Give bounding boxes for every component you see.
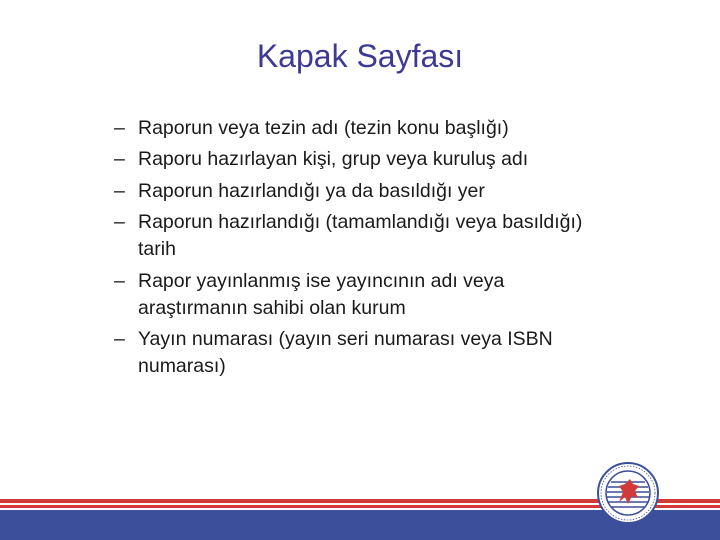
- bullet-dash: –: [114, 148, 125, 170]
- bullet-text: Yayın numarası (yayın seri numarası veya ISBN: [138, 328, 553, 350]
- bullet-dash: –: [114, 211, 125, 233]
- bullet-dash: –: [114, 270, 125, 292]
- bullet-text: Rapor yayınlanmış ise yayıncının adı veya: [138, 270, 505, 292]
- bullet-text: Raporun hazırlandığı ya da basıldığı yer: [138, 180, 485, 202]
- bullet-text-continuation: numarası): [138, 355, 226, 377]
- slide-title: Kapak Sayfası: [256, 38, 464, 74]
- bullet-text: Raporun hazırlandığı (tamamlandığı veya basıldığı): [138, 211, 583, 233]
- bullet-item: [114, 209, 582, 263]
- bullet-item: [114, 115, 509, 142]
- bullet-text-continuation: araştırmanın sahibi olan kurum: [138, 297, 406, 319]
- bullet-dash: –: [114, 117, 125, 139]
- university-seal-icon: [597, 462, 659, 524]
- bullet-dash: –: [114, 180, 125, 202]
- bullet-item: [114, 178, 485, 205]
- bullet-text-continuation: tarih: [138, 238, 176, 260]
- bullet-item: [114, 268, 504, 322]
- bullet-dash: –: [114, 328, 125, 350]
- bullet-text: Raporu hazırlayan kişi, grup veya kuruluş adı: [138, 148, 529, 170]
- bullet-item: [114, 326, 553, 380]
- bullet-item: [114, 146, 528, 173]
- bullet-text: Raporun veya tezin adı (tezin konu başlığı): [138, 117, 509, 139]
